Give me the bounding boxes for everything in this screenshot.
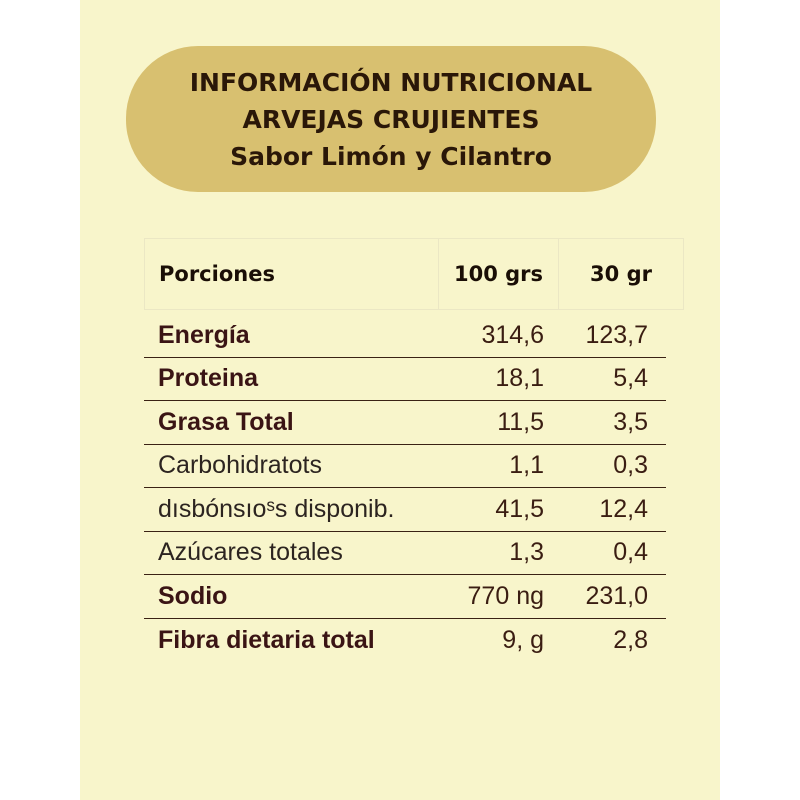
- row-value-30g: 2,8: [613, 625, 648, 654]
- table-row: [144, 358, 666, 402]
- row-value-100g: 1,3: [509, 538, 544, 567]
- row-label: Proteina: [158, 364, 259, 393]
- row-value-100g: 1,1: [509, 451, 544, 480]
- header-100g: 100 grs: [439, 239, 559, 309]
- row-label: Carbohidratots: [158, 451, 322, 480]
- table-row: [144, 532, 666, 576]
- nutrition-table: [144, 238, 684, 662]
- row-label: dısbónsıoˢs disponib.: [158, 494, 395, 523]
- header-portions: Porciones: [145, 239, 439, 309]
- table-header-row: [144, 238, 684, 310]
- row-value-100g: 9, g: [502, 625, 544, 654]
- table-row: [144, 401, 666, 445]
- header-30g: 30 gr: [590, 262, 652, 286]
- row-label: Sodio: [158, 581, 228, 610]
- row-label: Fibra dietaria total: [158, 625, 375, 654]
- row-value-100g: 11,5: [497, 407, 544, 436]
- row-value-100g: 41,5: [495, 494, 544, 523]
- row-value-30g: 231,0: [585, 581, 648, 610]
- row-label: Grasa Total: [158, 407, 294, 436]
- row-value-100g: 314,6: [481, 320, 544, 349]
- row-value-30g: 0,4: [613, 538, 648, 567]
- title-banner: [126, 46, 656, 192]
- row-value-30g: 123,7: [585, 320, 648, 349]
- row-label: Azúcares totales: [158, 538, 343, 567]
- title-line-2: ARVEJAS CRUJIENTES: [242, 104, 540, 134]
- row-value-30g: 0,3: [613, 451, 648, 480]
- nutrition-label-panel: [80, 0, 720, 800]
- row-value-30g: 5,4: [613, 364, 648, 393]
- title-line-3: Sabor Limón y Cilantro: [230, 141, 552, 171]
- row-value-100g: 770 ng: [467, 581, 544, 610]
- table-row: [144, 575, 666, 619]
- table-row: [144, 488, 666, 532]
- row-label: Energía: [158, 320, 250, 349]
- table-row: [144, 619, 666, 663]
- table-body: [144, 314, 684, 662]
- title-line-1: INFORMACIÓN NUTRICIONAL: [189, 67, 593, 97]
- table-row: [144, 445, 666, 489]
- row-value-30g: 3,5: [613, 407, 648, 436]
- row-value-100g: 18,1: [495, 364, 544, 393]
- table-row: [144, 314, 666, 358]
- row-value-30g: 12,4: [599, 494, 648, 523]
